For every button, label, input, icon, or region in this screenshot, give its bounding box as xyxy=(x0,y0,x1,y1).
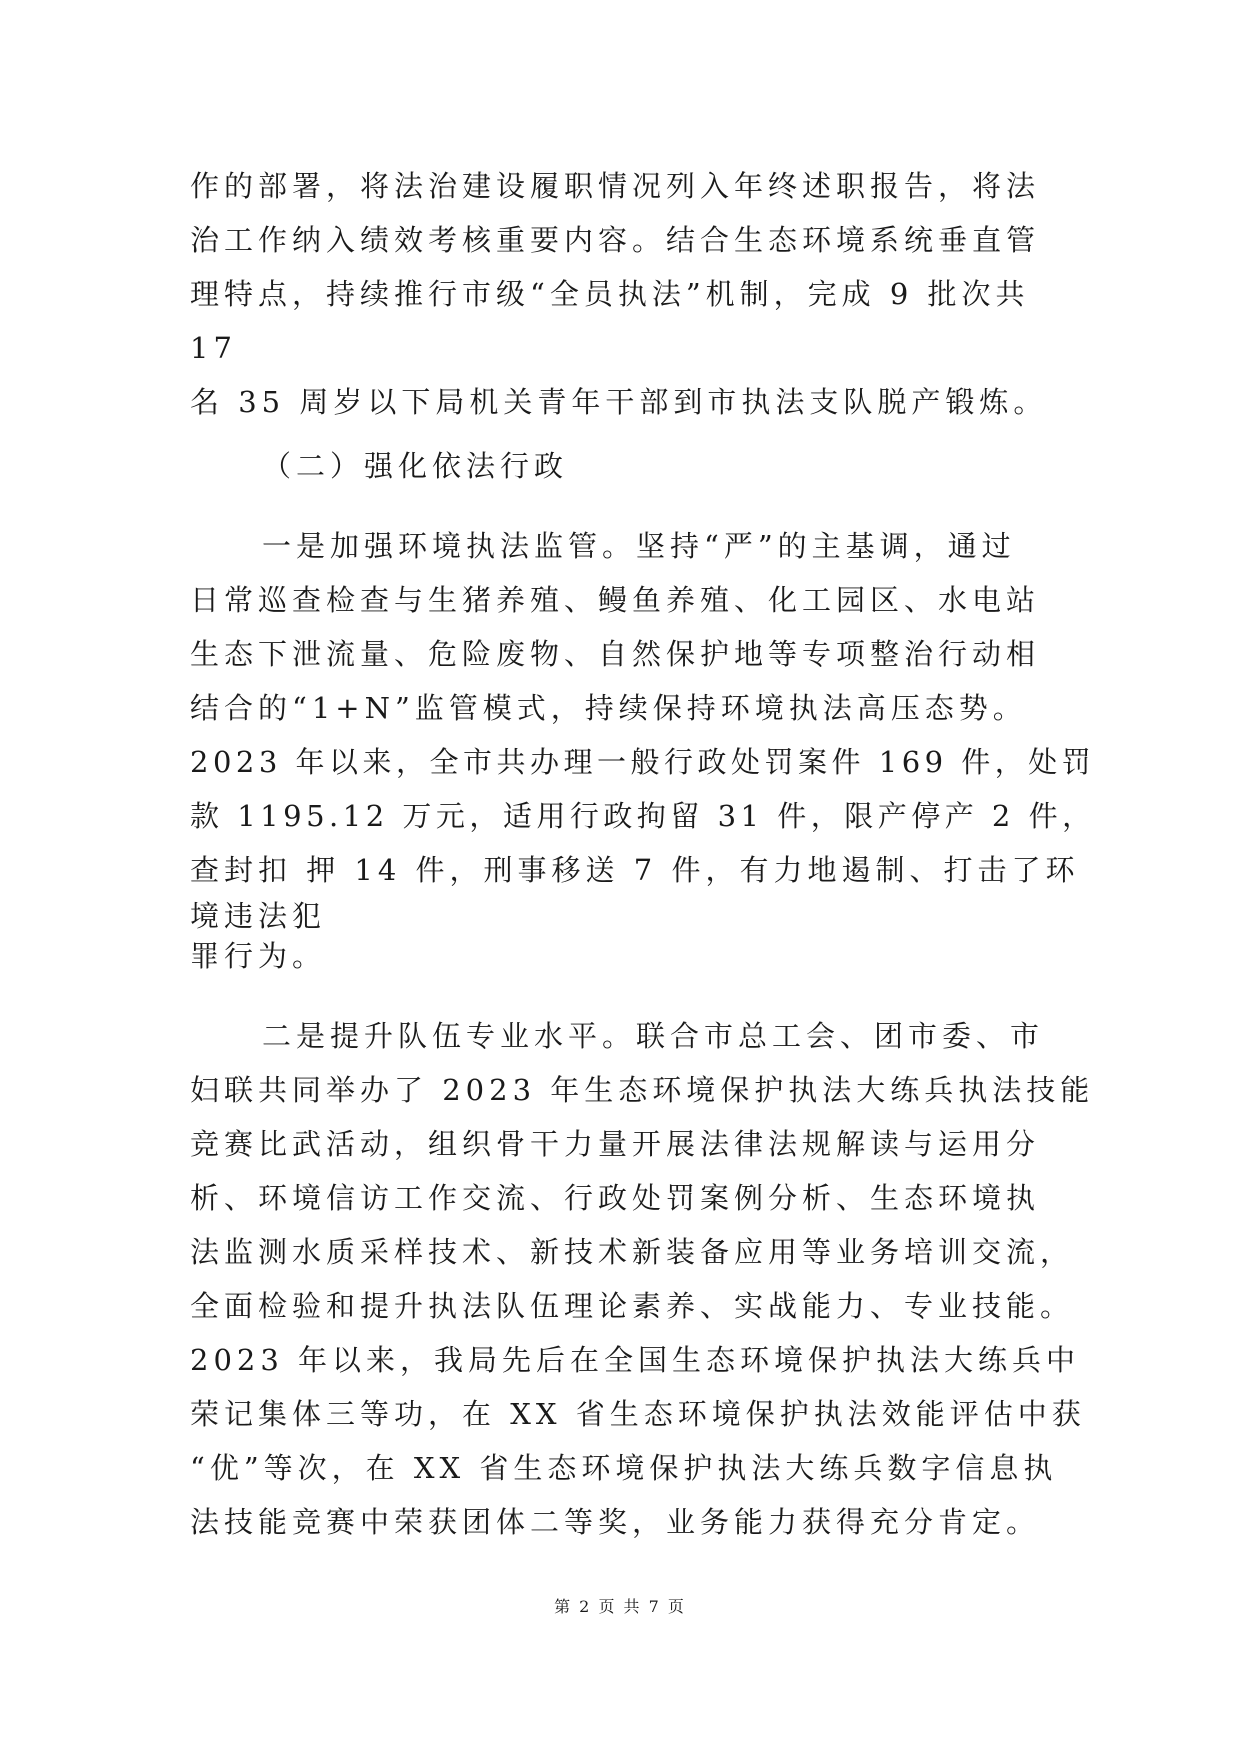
paragraph-2-line-3: 生态下泄流量、危险废物、自然保护地等专项整治行动相 xyxy=(190,637,1041,671)
paragraph-1-line-1: 作的部署，将法治建设履职情况列入年终述职报告，将法 xyxy=(190,169,1041,203)
paragraph-2-line-6: 款 1195.12 万元，适用行政拘留 31 件，限产停产 2 件， xyxy=(190,799,1096,833)
paragraph-3-line-4: 析、环境信访工作交流、行政处罚案例分析、生态环境执 xyxy=(190,1181,1041,1215)
paragraph-3-line-5: 法监测水质采样技术、新技术新装备应用等业务培训交流， xyxy=(190,1235,1075,1269)
paragraph-2-line-4: 结合的“1+N”监管模式，持续保持环境执法高压态势。 xyxy=(190,691,1027,725)
paragraph-2-line-2: 日常巡查检查与生猪养殖、鳗鱼养殖、化工园区、水电站 xyxy=(190,583,1041,617)
paragraph-1-line-4: 17 xyxy=(190,331,237,365)
paragraph-2-line-7: 查封扣 押 14 件，刑事移送 7 件，有力地遏制、打击了环 xyxy=(190,853,1080,887)
paragraph-3-line-7: 2023 年以来，我局先后在全国生态环境保护执法大练兵中 xyxy=(190,1343,1081,1377)
paragraph-1-line-3: 理特点，持续推行市级“全员执法”机制，完成 9 批次共 xyxy=(190,277,1030,311)
paragraph-1-line-2: 治工作纳入绩效考核重要内容。结合生态环境系统垂直管 xyxy=(190,223,1041,257)
paragraph-2-line-9: 罪行为。 xyxy=(190,939,327,973)
page-number-footer: 第 2 页 共 7 页 xyxy=(554,1597,686,1616)
section-heading: （二）强化依法行政 xyxy=(262,449,569,483)
paragraph-3-line-6: 全面检验和提升执法队伍理论素养、实战能力、专业技能。 xyxy=(190,1289,1075,1323)
paragraph-2-line-8: 境违法犯 xyxy=(190,899,327,933)
paragraph-3-line-9: “优”等次，在 XX 省生态环境保护执法大练兵数字信息执 xyxy=(190,1451,1058,1485)
paragraph-2-line-5: 2023 年以来，全市共办理一般行政处罚案件 169 件，处罚 xyxy=(190,745,1096,779)
paragraph-3-line-8: 荣记集体三等功，在 XX 省生态环境保护执法效能评估中获 xyxy=(190,1397,1086,1431)
paragraph-1-line-5: 名 35 周岁以下局机关青年干部到市执法支队脱产锻炼。 xyxy=(190,385,1048,419)
paragraph-3-line-1: 二是提升队伍专业水平。联合市总工会、团市委、市 xyxy=(262,1019,1045,1053)
paragraph-3-line-10: 法技能竞赛中荣获团体二等奖，业务能力获得充分肯定。 xyxy=(190,1505,1041,1539)
paragraph-3-line-3: 竞赛比武活动，组织骨干力量开展法律法规解读与运用分 xyxy=(190,1127,1041,1161)
paragraph-2-line-1: 一是加强环境执法监管。坚持“严”的主基调，通过 xyxy=(262,529,1016,563)
paragraph-3-line-2: 妇联共同举办了 2023 年生态环境保护执法大练兵执法技能 xyxy=(190,1073,1095,1107)
